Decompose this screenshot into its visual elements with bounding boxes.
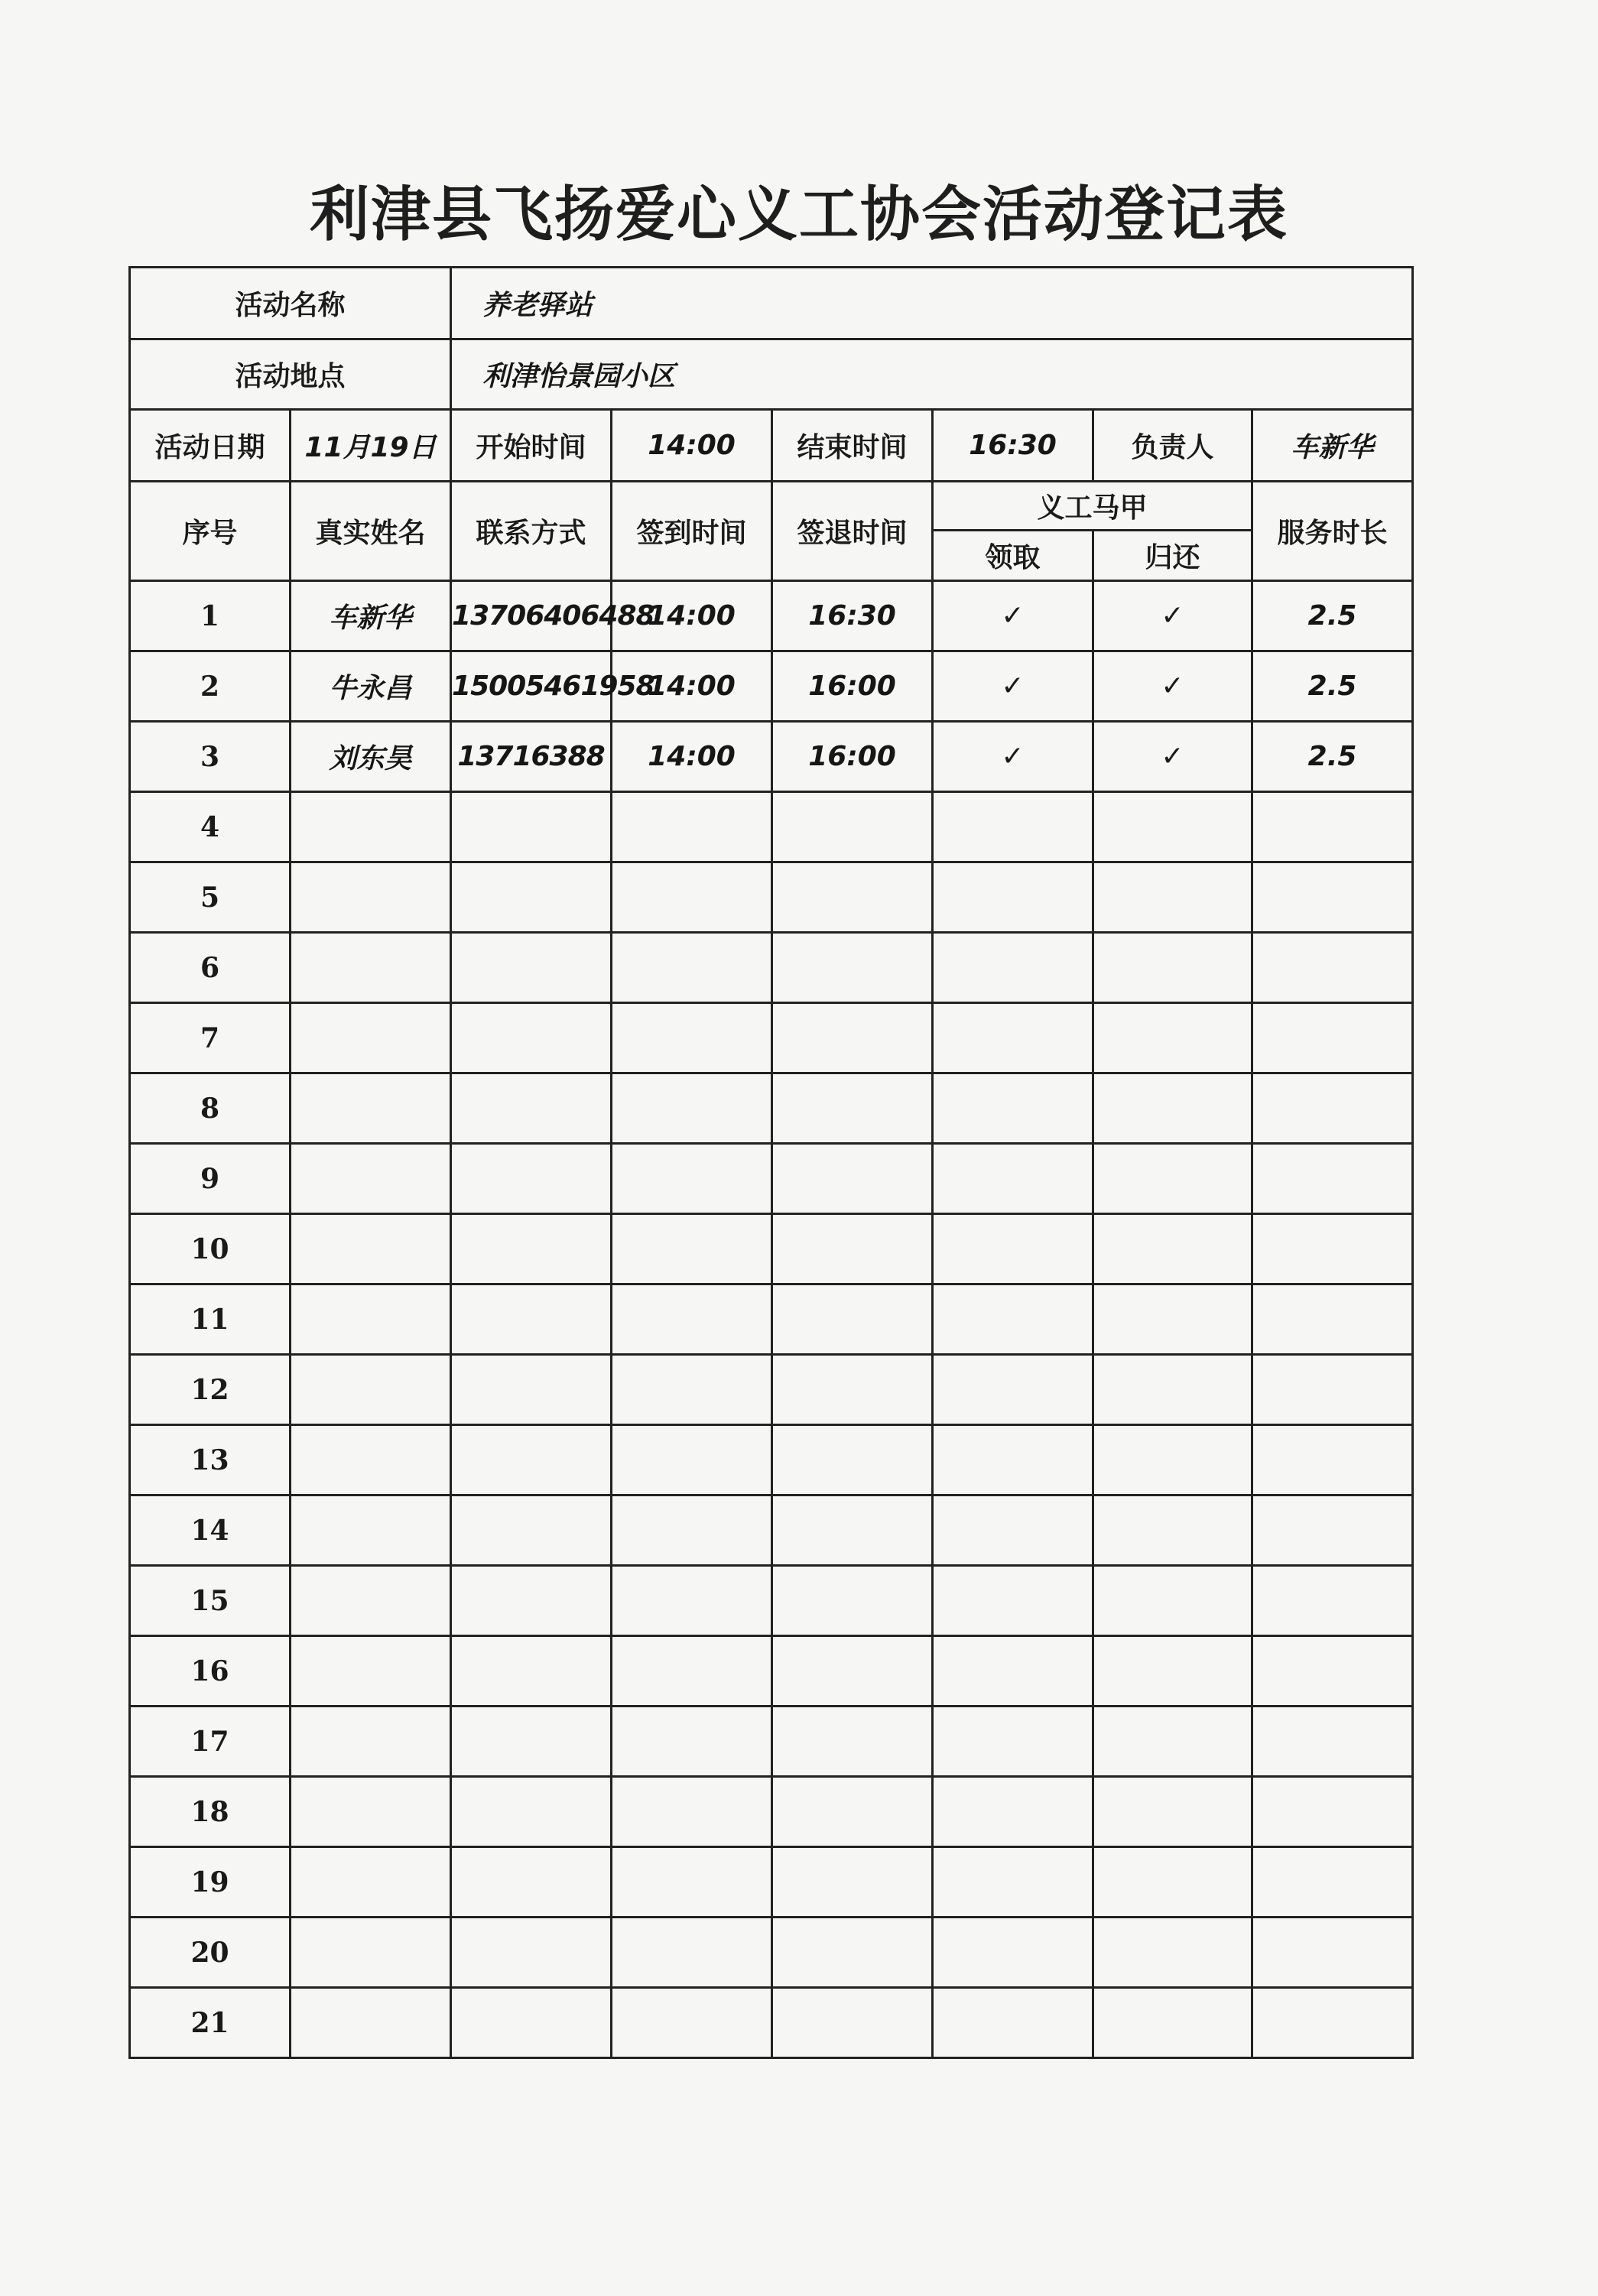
row-sign-in[interactable] (612, 1847, 772, 1918)
row-sign-in[interactable] (612, 1073, 772, 1144)
row-seq: 2 (130, 651, 291, 722)
table-row (130, 792, 1413, 862)
row-service-hours[interactable] (1252, 792, 1413, 862)
row-vest-returned-check[interactable] (1093, 1425, 1252, 1495)
row-sign-out[interactable] (772, 1707, 933, 1777)
row-vest-received-check[interactable] (933, 1707, 1093, 1777)
activity-date-value[interactable]: 11月19日 (291, 410, 451, 482)
table-row (130, 1988, 1413, 2058)
row-phone[interactable] (451, 1707, 612, 1777)
row-sign-in[interactable] (612, 1355, 772, 1425)
row-sign-in[interactable]: 14:00 (612, 651, 772, 722)
table-row (130, 1214, 1413, 1284)
row-vest-returned-check[interactable]: ✓ (1093, 651, 1252, 722)
row-vest-returned-check[interactable]: ✓ (1093, 722, 1252, 792)
row-seq: 16 (130, 1636, 291, 1707)
row-name[interactable] (291, 1918, 451, 1988)
row-service-hours[interactable] (1252, 1425, 1413, 1495)
table-row (130, 1495, 1413, 1566)
person-in-charge-value[interactable]: 车新华 (1252, 410, 1413, 482)
row-service-hours[interactable] (1252, 1847, 1413, 1918)
row-vest-returned-check[interactable]: ✓ (1093, 581, 1252, 651)
row-phone[interactable] (451, 1847, 612, 1918)
row-name[interactable]: 牛永昌 (291, 651, 451, 722)
row-name[interactable] (291, 1777, 451, 1847)
table-row (130, 1566, 1413, 1636)
row-vest-returned-check[interactable] (1093, 1988, 1252, 2058)
row-name[interactable] (291, 1425, 451, 1495)
table-row (130, 862, 1413, 933)
row-seq: 17 (130, 1707, 291, 1777)
activity-location-label: 活动地点 (130, 339, 451, 410)
row-phone[interactable] (451, 933, 612, 1003)
row-sign-in[interactable] (612, 933, 772, 1003)
row-sign-out[interactable]: 16:00 (772, 651, 933, 722)
table-row (130, 1847, 1413, 1918)
row-sign-out[interactable] (772, 1425, 933, 1495)
row-service-hours[interactable] (1252, 1918, 1413, 1988)
row-seq: 8 (130, 1073, 291, 1144)
row-phone[interactable] (451, 1777, 612, 1847)
table-row (130, 1355, 1413, 1425)
row-sign-out[interactable]: 16:00 (772, 722, 933, 792)
row-service-hours[interactable] (1252, 1988, 1413, 2058)
row-seq: 12 (130, 1355, 291, 1425)
table-row (130, 581, 1413, 651)
form-title: 利津县飞扬爱心义工协会活动登记表 (309, 180, 1288, 249)
row-service-hours[interactable] (1252, 1284, 1413, 1355)
table-row (130, 722, 1413, 792)
row-vest-returned-check[interactable] (1093, 1707, 1252, 1777)
vest-receive-header: 领取 (933, 531, 1093, 581)
contact-header: 联系方式 (451, 482, 612, 581)
row-service-hours[interactable] (1252, 1566, 1413, 1636)
row-vest-received-check[interactable] (933, 792, 1093, 862)
row-vest-received-check[interactable] (933, 933, 1093, 1003)
volunteer-rows (130, 581, 1413, 2058)
row-phone[interactable] (451, 1566, 612, 1636)
row-vest-received-check[interactable] (933, 1777, 1093, 1847)
row-vest-received-check[interactable] (933, 1636, 1093, 1707)
row-sign-out[interactable] (772, 1003, 933, 1073)
row-sign-in[interactable] (612, 1918, 772, 1988)
row-vest-received-check[interactable] (933, 1847, 1093, 1918)
row-sign-out[interactable] (772, 1918, 933, 1988)
row-vest-received-check[interactable]: ✓ (933, 651, 1093, 722)
row-vest-received-check[interactable] (933, 1425, 1093, 1495)
row-vest-received-check[interactable] (933, 1284, 1093, 1355)
activity-location-value[interactable]: 利津怡景园小区 (451, 339, 1413, 410)
row-service-hours[interactable]: 2.5 (1252, 651, 1413, 722)
row-phone[interactable] (451, 1636, 612, 1707)
row-sign-in[interactable] (612, 1777, 772, 1847)
person-in-charge-label: 负责人 (1093, 410, 1252, 482)
row-sign-in[interactable]: 14:00 (612, 581, 772, 651)
row-vest-returned-check[interactable] (1093, 933, 1252, 1003)
row-sign-out[interactable] (772, 1636, 933, 1707)
table-row (130, 1918, 1413, 1988)
row-service-hours[interactable]: 2.5 (1252, 581, 1413, 651)
row-vest-received-check[interactable]: ✓ (933, 581, 1093, 651)
row-phone[interactable] (451, 1284, 612, 1355)
row-vest-returned-check[interactable] (1093, 1003, 1252, 1073)
row-sign-out[interactable] (772, 1566, 933, 1636)
row-name[interactable] (291, 862, 451, 933)
table-row (130, 1284, 1413, 1355)
row-name[interactable] (291, 1144, 451, 1214)
end-time-value[interactable]: 16:30 (933, 410, 1093, 482)
vest-return-header: 归还 (1093, 531, 1252, 581)
row-vest-received-check[interactable] (933, 1214, 1093, 1284)
start-time-value[interactable]: 14:00 (612, 410, 772, 482)
name-header: 真实姓名 (291, 482, 451, 581)
row-vest-returned-check[interactable] (1093, 1566, 1252, 1636)
row-vest-returned-check[interactable] (1093, 1636, 1252, 1707)
row-name[interactable] (291, 1988, 451, 2058)
row-service-hours[interactable] (1252, 1636, 1413, 1707)
row-sign-out[interactable] (772, 1214, 933, 1284)
row-vest-received-check[interactable] (933, 1495, 1093, 1566)
row-name[interactable] (291, 792, 451, 862)
start-time-label: 开始时间 (451, 410, 612, 482)
row-sign-in[interactable] (612, 1144, 772, 1214)
row-sign-out[interactable] (772, 792, 933, 862)
row-vest-received-check[interactable] (933, 1144, 1093, 1214)
row-sign-in[interactable]: 14:00 (612, 722, 772, 792)
row-phone[interactable] (451, 1988, 612, 2058)
activity-name-label: 活动名称 (130, 268, 451, 339)
row-vest-returned-check[interactable] (1093, 1355, 1252, 1425)
row-seq: 7 (130, 1003, 291, 1073)
row-sign-out[interactable] (772, 1355, 933, 1425)
row-name[interactable] (291, 1495, 451, 1566)
table-row (130, 1636, 1413, 1707)
row-phone[interactable] (451, 792, 612, 862)
registration-table (128, 266, 1414, 2059)
row-sign-in[interactable] (612, 1495, 772, 1566)
table-row (130, 1777, 1413, 1847)
vest-header: 义工马甲 (933, 482, 1252, 531)
seq-header: 序号 (130, 482, 291, 581)
end-time-label: 结束时间 (772, 410, 933, 482)
row-seq: 20 (130, 1918, 291, 1988)
table-row (130, 1003, 1413, 1073)
activity-date-label: 活动日期 (130, 410, 291, 482)
activity-name-value[interactable]: 养老驿站 (451, 268, 1413, 339)
row-sign-in[interactable] (612, 862, 772, 933)
row-seq: 5 (130, 862, 291, 933)
row-name[interactable] (291, 1636, 451, 1707)
row-phone[interactable]: 13706406488 (451, 581, 612, 651)
row-seq: 11 (130, 1284, 291, 1355)
table-row (130, 933, 1413, 1003)
row-phone[interactable] (451, 1355, 612, 1425)
row-service-hours[interactable] (1252, 1003, 1413, 1073)
row-seq: 18 (130, 1777, 291, 1847)
row-seq: 13 (130, 1425, 291, 1495)
row-sign-in[interactable] (612, 1284, 772, 1355)
row-phone[interactable] (451, 1073, 612, 1144)
table-row (130, 1707, 1413, 1777)
row-seq: 4 (130, 792, 291, 862)
row-vest-received-check[interactable] (933, 1918, 1093, 1988)
row-seq: 19 (130, 1847, 291, 1918)
row-sign-out[interactable] (772, 1144, 933, 1214)
row-phone[interactable]: 15005461958 (451, 651, 612, 722)
row-vest-returned-check[interactable] (1093, 1073, 1252, 1144)
table-row (130, 1073, 1413, 1144)
row-service-hours[interactable] (1252, 862, 1413, 933)
service-hours-header: 服务时长 (1252, 482, 1413, 581)
row-seq: 15 (130, 1566, 291, 1636)
row-vest-returned-check[interactable] (1093, 1495, 1252, 1566)
row-sign-out[interactable] (772, 1284, 933, 1355)
row-sign-in[interactable] (612, 1636, 772, 1707)
sign-out-header: 签退时间 (772, 482, 933, 581)
row-service-hours[interactable]: 2.5 (1252, 722, 1413, 792)
row-vest-returned-check[interactable] (1093, 1777, 1252, 1847)
row-service-hours[interactable] (1252, 1144, 1413, 1214)
row-vest-received-check[interactable] (933, 1566, 1093, 1636)
row-vest-returned-check[interactable] (1093, 1918, 1252, 1988)
row-phone[interactable] (451, 1214, 612, 1284)
row-seq: 14 (130, 1495, 291, 1566)
row-name[interactable] (291, 933, 451, 1003)
row-phone[interactable] (451, 862, 612, 933)
row-seq: 1 (130, 581, 291, 651)
sign-in-header: 签到时间 (612, 482, 772, 581)
row-name[interactable]: 车新华 (291, 581, 451, 651)
row-vest-returned-check[interactable] (1093, 792, 1252, 862)
row-sign-in[interactable] (612, 1003, 772, 1073)
row-sign-in[interactable] (612, 792, 772, 862)
row-phone[interactable]: 13716388 (451, 722, 612, 792)
row-phone[interactable] (451, 1918, 612, 1988)
row-sign-out[interactable] (772, 1777, 933, 1847)
row-vest-returned-check[interactable] (1093, 1214, 1252, 1284)
row-vest-received-check[interactable] (933, 1355, 1093, 1425)
row-service-hours[interactable] (1252, 1707, 1413, 1777)
row-name[interactable] (291, 1284, 451, 1355)
row-sign-out[interactable] (772, 1073, 933, 1144)
row-name[interactable] (291, 1003, 451, 1073)
row-sign-out[interactable] (772, 862, 933, 933)
row-sign-in[interactable] (612, 1425, 772, 1495)
row-name[interactable] (291, 1707, 451, 1777)
row-sign-in[interactable] (612, 1214, 772, 1284)
row-name[interactable] (291, 1214, 451, 1284)
row-service-hours[interactable] (1252, 1214, 1413, 1284)
row-service-hours[interactable] (1252, 1777, 1413, 1847)
row-sign-out[interactable]: 16:30 (772, 581, 933, 651)
row-service-hours[interactable] (1252, 1073, 1413, 1144)
row-vest-returned-check[interactable] (1093, 1284, 1252, 1355)
row-seq: 6 (130, 933, 291, 1003)
row-name[interactable] (291, 1073, 451, 1144)
row-name[interactable] (291, 1566, 451, 1636)
row-seq: 3 (130, 722, 291, 792)
row-seq: 21 (130, 1988, 291, 2058)
row-sign-out[interactable] (772, 1847, 933, 1918)
row-sign-in[interactable] (612, 1988, 772, 2058)
row-sign-out[interactable] (772, 1988, 933, 2058)
row-seq: 9 (130, 1144, 291, 1214)
row-service-hours[interactable] (1252, 1495, 1413, 1566)
row-vest-received-check[interactable] (933, 1003, 1093, 1073)
row-vest-received-check[interactable] (933, 1073, 1093, 1144)
row-vest-received-check[interactable]: ✓ (933, 722, 1093, 792)
row-phone[interactable] (451, 1425, 612, 1495)
table-row (130, 1144, 1413, 1214)
row-service-hours[interactable] (1252, 1355, 1413, 1425)
row-vest-returned-check[interactable] (1093, 1847, 1252, 1918)
row-phone[interactable] (451, 1495, 612, 1566)
row-sign-out[interactable] (772, 1495, 933, 1566)
table-row (130, 1425, 1413, 1495)
row-name[interactable] (291, 1847, 451, 1918)
row-phone[interactable] (451, 1144, 612, 1214)
row-vest-received-check[interactable] (933, 1988, 1093, 2058)
row-phone[interactable] (451, 1003, 612, 1073)
row-name[interactable]: 刘东昊 (291, 722, 451, 792)
row-seq: 10 (130, 1214, 291, 1284)
row-vest-received-check[interactable] (933, 862, 1093, 933)
row-vest-returned-check[interactable] (1093, 1144, 1252, 1214)
row-sign-in[interactable] (612, 1566, 772, 1636)
row-name[interactable] (291, 1355, 451, 1425)
row-vest-returned-check[interactable] (1093, 862, 1252, 933)
row-sign-out[interactable] (772, 933, 933, 1003)
row-sign-in[interactable] (612, 1707, 772, 1777)
table-row (130, 651, 1413, 722)
row-service-hours[interactable] (1252, 933, 1413, 1003)
